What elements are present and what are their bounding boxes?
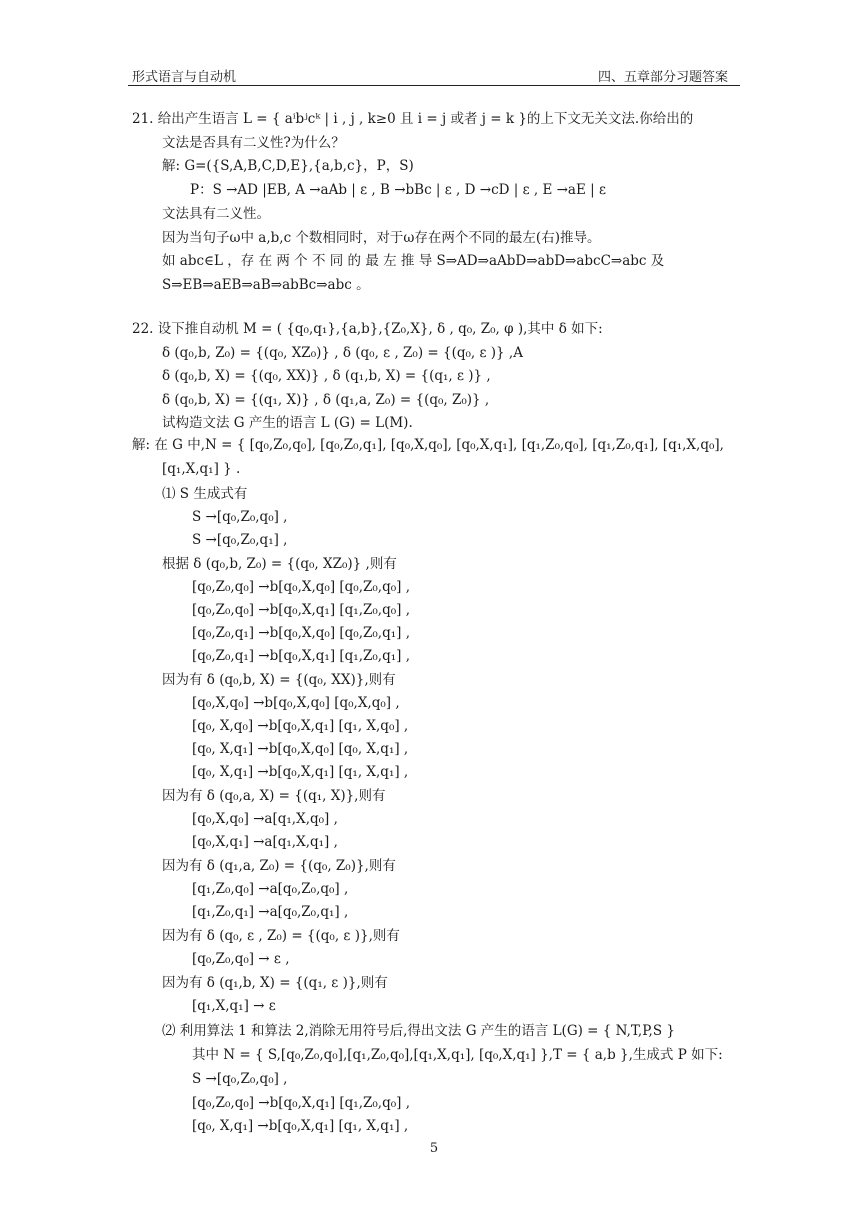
production-line: [q₁,Z₀,q₁] →a[q₀,Z₀,q₁] , (192, 904, 349, 920)
production-line: [q₀,Z₀,q₀] → ε , (192, 951, 290, 967)
page-number: 5 (429, 1141, 439, 1156)
q21-text-line: 21. 给出产生语言 L = { aⁱbʲcᵏ | i , j , k≥0 且 i = j 或者 j = k }的上下文无关文法.你给出的 (132, 111, 694, 127)
q22-text-line: 22. 设下推自动机 M = ( {q₀,q₁},{a,b},{Z₀,X}, δ , q₀, Z₀, φ ),其中 δ 如下: (132, 321, 603, 337)
q21-answer-line: 因为当句子ω中 a,b,c 个数相同时，对于ω存在两个不同的最左(右)推导。 (162, 230, 601, 246)
q22-answer-line: 因为有 δ (q₀,a, X) = {(q₁, X)},则有 (162, 788, 386, 804)
production-line: [q₁,Z₀,q₀] →a[q₀,Z₀,q₀] , (192, 881, 349, 897)
production-line: [q₀,Z₀,q₀] →b[q₀,X,q₁] [q₁,Z₀,q₀] , (192, 602, 410, 618)
production-line: [q₁,X,q₁] → ε (192, 998, 276, 1014)
q22-text-line: δ (q₀,b, X) = {(q₀, XX)} , δ (q₁,b, X) = {(q₁, ε )} , (162, 368, 491, 384)
q21-text-line: 文法是否具有二义性?为什么？ (162, 135, 345, 151)
production-line: [q₀,X,q₀] →b[q₀,X,q₀] [q₀,X,q₀] , (192, 695, 400, 711)
q22-answer-line: [q₁,X,q₁] } . (162, 461, 241, 477)
production-line: [q₀,Z₀,q₁] →b[q₀,X,q₁] [q₁,Z₀,q₁] , (192, 648, 410, 664)
production-line: [q₀,X,q₀] →a[q₁,X,q₀] , (192, 811, 338, 827)
q22-text-line: δ (q₀,b, X) = {(q₁, X)} , δ (q₁,a, Z₀) = {(q₀, Z₀)} , (162, 392, 490, 408)
q22-answer-line: 因为有 δ (q₀,b, X) = {(q₀, XX)},则有 (162, 672, 396, 688)
q22-answer-line: 解: 在 G 中,N = { [q₀,Z₀,q₀], [q₀,Z₀,q₁], [q₀,X,q₀], [q₀,X,q₁], [q₁,Z₀,q₀], [q₁,Z₀,q₁], [q₁,X,q₀], (132, 437, 724, 453)
production-line: S →[q₀,Z₀,q₀] , (192, 509, 288, 525)
q22-answer-line: ⑵ 利用算法 1 和算法 2,消除无用符号后,得出文法 G 产生的语言 L(G) = { N,T,P,S } (162, 1023, 675, 1039)
production-line: [q₀, X,q₁] →b[q₀,X,q₀] [q₀, X,q₁] , (192, 741, 409, 757)
q21-answer-line: 解: G=({S,A,B,C,D,E},{a,b,c}，P，S) (162, 158, 414, 174)
q22-text-line: 试构造文法 G 产生的语言 L (G) = L(M). (162, 415, 413, 431)
production-line: S →[q₀,Z₀,q₀] , (192, 1071, 288, 1087)
q21-answer-line: 如 abc∈L ，存 在 两 个 不 同 的 最 左 推 导 S⇒AD⇒aAbD⇒abD⇒abcC⇒abc 及 (162, 253, 665, 269)
production-line: [q₀, X,q₁] →b[q₀,X,q₁] [q₁, X,q₁] , (192, 1118, 409, 1134)
production-line: [q₀, X,q₁] →b[q₀,X,q₁] [q₁, X,q₁] , (192, 764, 409, 780)
q22-answer-line: 因为有 δ (q₁,a, Z₀) = {(q₀, Z₀)},则有 (162, 858, 396, 874)
header-right: 四、五章部分习题答案 (597, 70, 728, 85)
q21-answer-line: 文法具有二义性。 (162, 206, 270, 222)
q22-answer-line: 根据 δ (q₀,b, Z₀) = {(q₀, XZ₀)} ,则有 (162, 556, 397, 572)
production-line: [q₀,Z₀,q₀] →b[q₀,X,q₀] [q₀,Z₀,q₀] , (192, 579, 410, 595)
q22-answer-line: ⑴ S 生成式有 (162, 486, 248, 502)
production-line: [q₀,X,q₁] →a[q₁,X,q₁] , (192, 834, 338, 850)
header-rule (128, 85, 740, 86)
production-line: S →[q₀,Z₀,q₁] , (192, 532, 288, 548)
header-left: 形式语言与自动机 (132, 70, 237, 85)
q21-answer-line: S⇒EB⇒aEB⇒aB⇒abBc⇒abc 。 (162, 277, 370, 293)
q22-answer-line: 因为有 δ (q₁,b, X) = {(q₁, ε )},则有 (162, 975, 388, 991)
production-line: [q₀, X,q₀] →b[q₀,X,q₁] [q₁, X,q₀] , (192, 718, 409, 734)
production-line: [q₀,Z₀,q₁] →b[q₀,X,q₀] [q₀,Z₀,q₁] , (192, 625, 410, 641)
q22-text-line: δ (q₀,b, Z₀) = {(q₀, XZ₀)} , δ (q₀, ε , Z₀) = {(q₀, ε )} ,A (162, 345, 523, 361)
q21-answer-line: P：S →AD |EB, A →aAb | ε , B →bBc | ε , D →cD | ε , E →aE | ε (190, 182, 606, 198)
production-line: [q₀,Z₀,q₀] →b[q₀,X,q₁] [q₁,Z₀,q₀] , (192, 1095, 410, 1111)
q22-answer-line: 其中 N = { S,[q₀,Z₀,q₀],[q₁,Z₀,q₀],[q₁,X,q₁], [q₀,X,q₁] },T = { a,b },生成式 P 如下: (192, 1047, 723, 1063)
q22-answer-line: 因为有 δ (q₀, ε , Z₀) = {(q₀, ε )},则有 (162, 928, 400, 944)
